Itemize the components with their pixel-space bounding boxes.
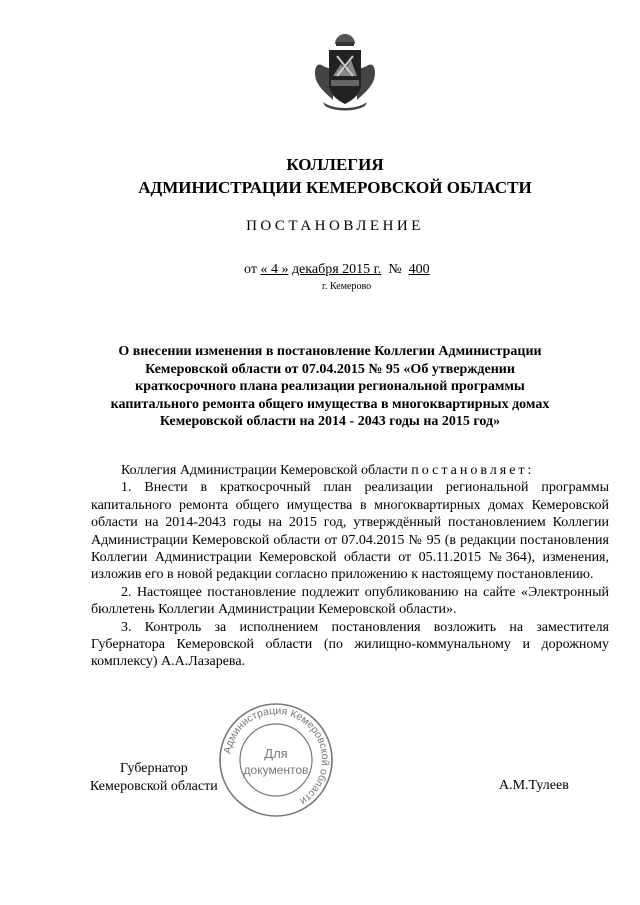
item-3: 3. Контроль за исполнением постановления возложить на заместителя Губернатора Кемеровской области (по жилищно-коммунальному и дорожному комплексу) А.А.Лазарева. bbox=[91, 619, 609, 670]
document-type: ПОСТАНОВЛЕНИЕ bbox=[246, 218, 424, 234]
header-administration: АДМИНИСТРАЦИИ КЕМЕРОВСКОЙ ОБЛАСТИ bbox=[138, 178, 532, 197]
city: г. Кемерово bbox=[322, 281, 372, 292]
item-1: 1. Внести в краткосрочный план реализации региональной программы капитального ремонта общего имущества в многоквартирных домах Кемеровской области на 2014-2043 годы на 2015 год, утверждённый постановлением Коллегии Администрации Кемеровской области от 07.04.2015 № 95 (в редакции постановления Коллегии Администрации Кемеровской области от 05.11.2015 №364), изменения, изложив его в новой редакции согласно приложению к настоящему постановлению. bbox=[91, 480, 609, 583]
signer-name: А.М.Тулеев bbox=[499, 778, 569, 793]
round-stamp bbox=[216, 700, 336, 820]
decree-number: 400 bbox=[408, 262, 430, 277]
intro-paragraph bbox=[91, 462, 609, 479]
date-prefix: от bbox=[244, 262, 257, 277]
number-sign: № bbox=[388, 262, 402, 277]
intro-verb: постановляет: bbox=[411, 463, 535, 478]
coat-of-arms-emblem bbox=[309, 30, 381, 114]
signer-title-line1: Губернатор bbox=[119, 761, 188, 776]
header-collegium: КОЛЛЕГИЯ bbox=[286, 155, 384, 174]
date-line bbox=[244, 262, 430, 278]
document-body bbox=[91, 462, 609, 671]
item-2: 2. Настоящее постановление подлежит опубликованию на сайте «Электронный бюллетень Коллегии Администрации Кемеровской области». bbox=[91, 584, 609, 618]
document-title: О внесении изменения в постановление Коллегии Администрации Кемеровской области от 07.04.2015 № 95 «Об утверждении краткосрочного плана реализации региональной программы капитального ремонта общего имущества в многоквартирных домах Кемеровской области на 2014 - 2043 годы на 2015 год» bbox=[110, 344, 550, 429]
date-day: « 4 » bbox=[260, 262, 289, 277]
intro-text: Коллегия Администрации Кемеровской области bbox=[121, 463, 412, 478]
stamp-ring-text: Администрация Кемеровской области bbox=[221, 704, 332, 808]
date-month-year: декабря 2015 г. bbox=[291, 262, 382, 277]
stamp-center-line1: Для bbox=[264, 746, 288, 761]
signer-title-line2: Кемеровской области bbox=[90, 779, 218, 794]
signer-title bbox=[90, 760, 218, 796]
stamp-center-line2: документов bbox=[243, 763, 309, 777]
